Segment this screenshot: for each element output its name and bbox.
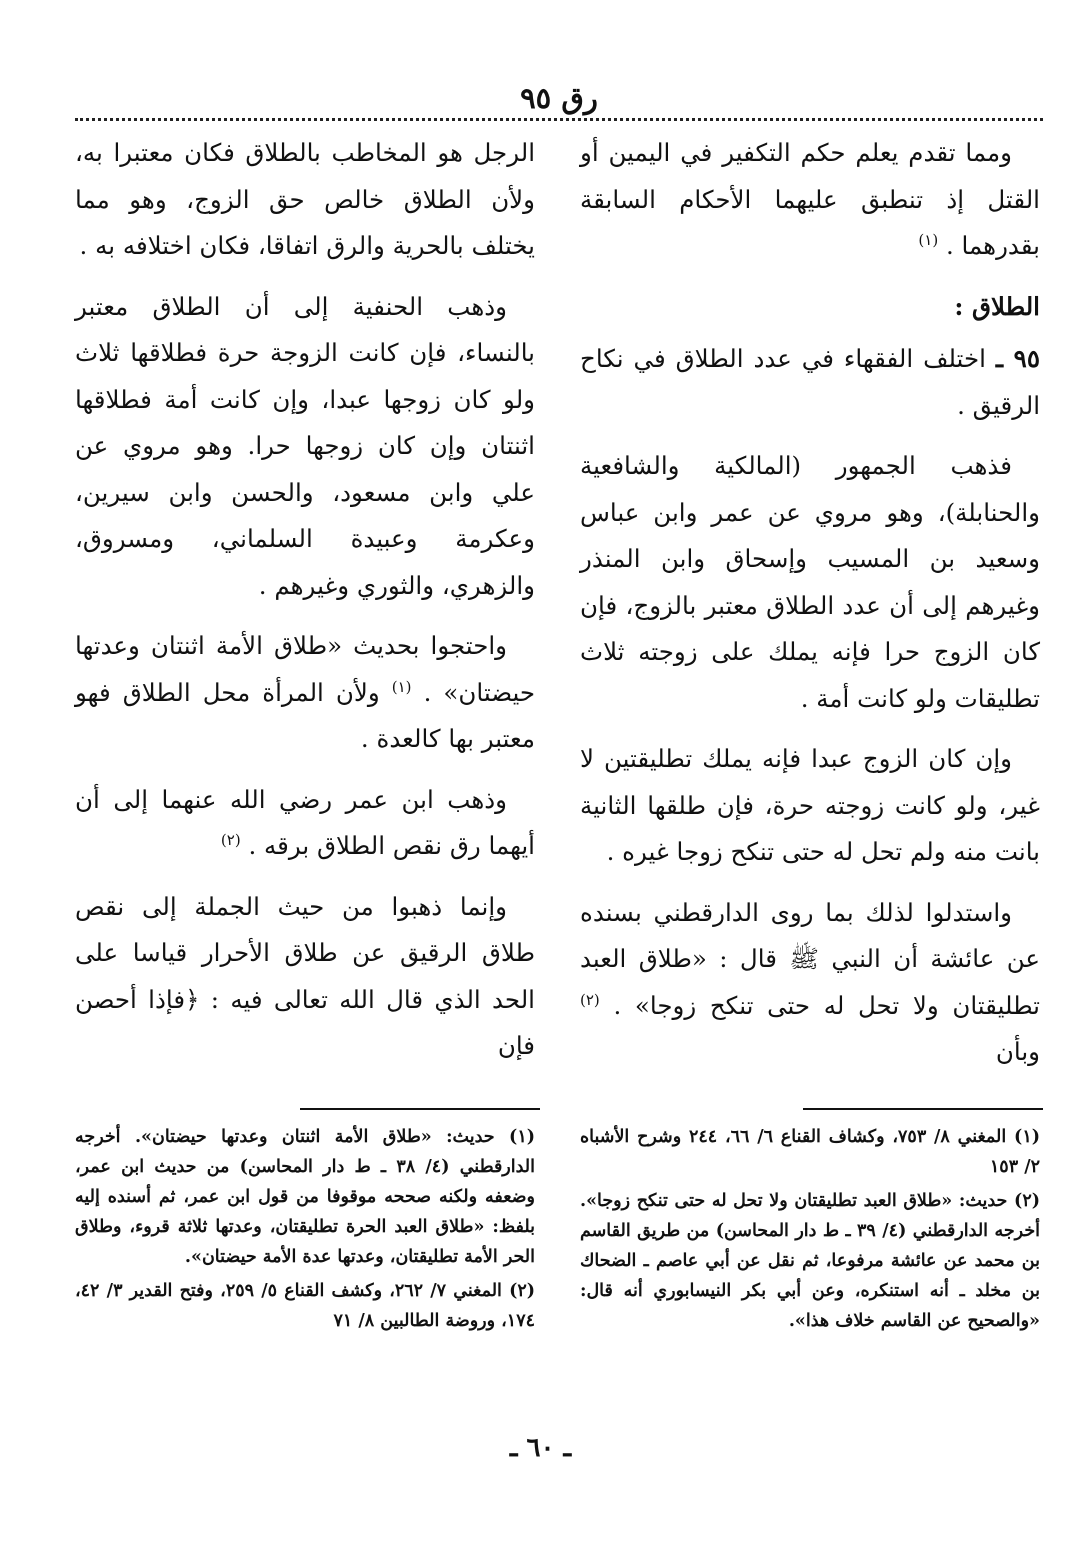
right-column [580,130,1040,1090]
footnote-rule-left [300,1108,540,1110]
header-dotted-rule [75,118,1043,121]
paragraph-text: واستدلوا لذلك بما روى الدارقطني بسنده عن عائشة أن النبي ﷺ قال : «طلاق العبد تطليقتان ولا تحل له حتى تنكح زوجا» . [580,897,1040,1020]
paragraph-slave-husband: وإن كان الزوج عبدا فإنه يملك تطليقتين لا غير، ولو كانت زوجته حرة، فإن طلقها الثانية بانت منه ولم تحل له حتى تنكح زوجا غيره . [580,744,1040,866]
footnotes-right [580,1122,1040,1340]
paragraph-number: ٩٥ ـ [995,344,1040,373]
footnote-rule-right [803,1108,1043,1110]
paragraph-evidence [580,890,1040,1076]
paragraph-text-tail: ولأن المرأة محل الطلاق فهو معتبر بها كالعدة . [75,677,535,753]
paragraph-majority: فذهب الجمهور (المالكية والشافعية والحنابلة)، وهو مروي عن عمر وابن عباس وسعيد بن المسيب وإسحاق وابن المنذر وغيرهم إلى أن عدد الطلاق معتبر بالزوج، فإن كان الزوج حرا فإنه يملك على زوجته ثلاث تطليقات ولو كانت أمة . [580,451,1040,713]
paragraph-hadith [75,623,535,763]
section-heading-divorce: الطلاق : [954,291,1040,321]
footnote: (٢) حديث: «طلاق العبد تطليقتان ولا تحل له حتى تنكح زوجا». أخرجه الدارقطني (٤/ ٣٩ ـ ط دار المحاسن) من طريق القاسم بن محمد عن عائشة مرفوعا، ثم نقل عن أبي عاصم ـ الضحاك بن مخلد ـ أنه استنكره، وعن أبي بكر النيسابوري أنه قال: «والصحيح عن القاسم خلاف هذا». [580,1191,1041,1331]
paragraph-text-tail: وبأن [995,1037,1040,1066]
paragraph-expiation [580,130,1040,270]
footnote: (١) حديث: «طلاق الأمة اثنتان وعدتها حيضتان». أخرجه الدارقطني (٤/ ٣٨ ـ ط دار المحاسن) من حديث ابن عمر، وضعفه ولكنه صححه موقوفا من قول ابن عمر، ثم أسنده إليه بلفظ: «طلاق العبد الحرة تطليقتان، وعدتها ثلاثة قروء، وطلاق الحر الأمة تطليقتان، وعدتها عدة الأمة حيضتان». [75,1127,536,1267]
paragraph-continuation: الرجل هو المخاطب بالطلاق فكان معتبرا به، ولأن الطلاق خالص حق الزوج، وهو مما يختلف بالحرية والرق اتفاقا، فكان اختلافه به . [75,138,535,260]
footnotes-left [75,1122,535,1340]
paragraph-text: اختلف الفقهاء في عدد الطلاق في نكاح الرقيق . [580,344,1040,420]
footnote-ref[interactable]: (٢) [580,990,600,1009]
paragraph-text: ومما تقدم يعلم حكم التكفير في اليمين أو القتل إذ تنطبق عليهما الأحكام السابقة بقدرهما . [580,138,1040,260]
paragraph-text: وذهب ابن عمر رضي الله عنهما إلى أن أيهما رق نقص الطلاق برقه . [75,784,535,860]
paragraph-ibn-umar [75,777,535,870]
left-column [75,130,535,1084]
paragraph-numbered [580,336,1040,429]
paragraph-hanafi: وذهب الحنفية إلى أن الطلاق معتبر بالنساء، فإن كانت الزوجة حرة فطلاقها ثلاث ولو كان زوجها عبدا، وإن كانت أمة فطلاقها اثنتان وإن كان زوجها حرا. وهو مروي عن علي وابن مسعود، والحسن وابن سيرين، وعكرمة وعبيدة السلماني، ومسروق، والزهري، والثوري وغيرهم . [75,291,535,600]
paragraph-text: واحتجوا بحديث «طلاق الأمة اثنتان وعدتها حيضتان» . [75,631,536,707]
paragraph-analogy: وإنما ذهبوا من حيث الجملة إلى نقص طلاق الرقيق عن طلاق الأحرار قياسا على الحد الذي قال الله تعالى فيه : ﴿فإذا أحصن فإن [75,891,535,1060]
footnote: (٢) المغني ٧/ ٢٦٢، وكشف القناع ٥/ ٢٥٩، وفتح القدير ٣/ ٤٢، ١٧٤، وروضة الطالبين ٨/ ٧١ [75,1281,536,1331]
footnote-ref[interactable]: (٢) [220,830,241,849]
footnote-ref[interactable]: (١) [391,677,412,696]
page-header: رق ٩٥ [520,81,598,115]
footnote-ref[interactable]: (١) [918,230,939,249]
footnote: (١) المغني ٨/ ٧٥٣، وكشاف القناع ٦/ ٦٦، ٢٤٤ وشرح الأشباه ٢/ ١٥٣ [580,1127,1040,1177]
page-number: ـ ٦٠ ـ [509,1433,572,1463]
